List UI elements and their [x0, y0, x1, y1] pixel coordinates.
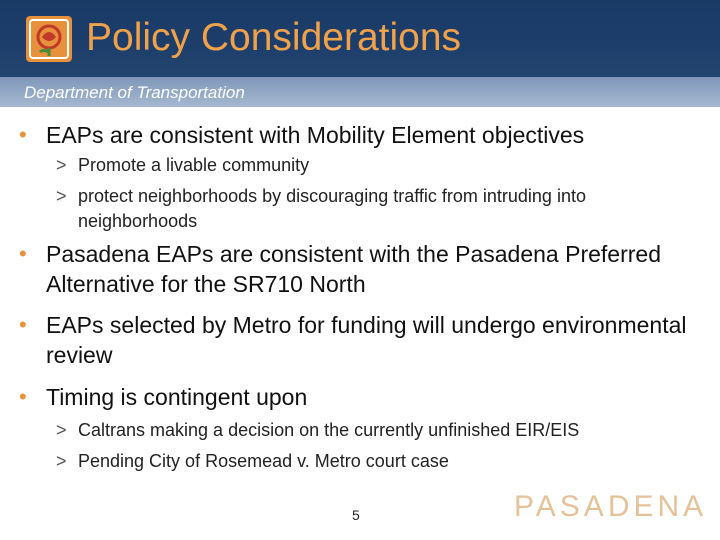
bullet-dot-icon: • [19, 241, 27, 266]
bullet-dot-icon: • [19, 312, 27, 337]
sub-bullet-1-1 [56, 153, 698, 178]
chevron-right-icon: > [56, 420, 67, 440]
page-number: 5 [352, 507, 360, 523]
sub-bullet-4-2-text: Pending City of Rosemead v. Metro court case [78, 451, 449, 471]
sub-bullet-1-2-text: protect neighborhoods by discouraging traffic from intruding into neighborhoods [78, 186, 586, 231]
bullet-dot-icon: • [19, 384, 27, 409]
chevron-right-icon: > [56, 186, 67, 206]
bullet-2 [19, 239, 696, 299]
bullet-2-text: Pasadena EAPs are consistent with the Pasadena Preferred Alternative for the SR710 North [46, 241, 661, 297]
chevron-right-icon: > [56, 155, 67, 175]
bullet-3-text: EAPs selected by Metro for funding will undergo environmental review [46, 312, 687, 368]
sub-bullet-1-2 [56, 184, 698, 234]
department-subtitle: Department of Transportation [24, 83, 245, 102]
bullet-1 [19, 120, 696, 150]
bullet-1-text: EAPs are consistent with Mobility Element objectives [46, 122, 585, 148]
chevron-right-icon: > [56, 451, 67, 471]
bullet-4 [19, 382, 696, 412]
slide-title: Policy Considerations [86, 16, 462, 59]
bullet-dot-icon: • [19, 122, 27, 147]
sub-bullet-4-2 [56, 449, 698, 474]
sub-bullet-4-1 [56, 418, 698, 443]
bullet-4-text: Timing is contingent upon [46, 384, 308, 410]
sub-bullet-1-1-text: Promote a livable community [78, 155, 310, 175]
sub-bullet-4-1-text: Caltrans making a decision on the currently unfinished EIR/EIS [78, 420, 580, 440]
pasadena-wordmark: PASADENA [514, 490, 708, 523]
bullet-3 [19, 310, 696, 370]
